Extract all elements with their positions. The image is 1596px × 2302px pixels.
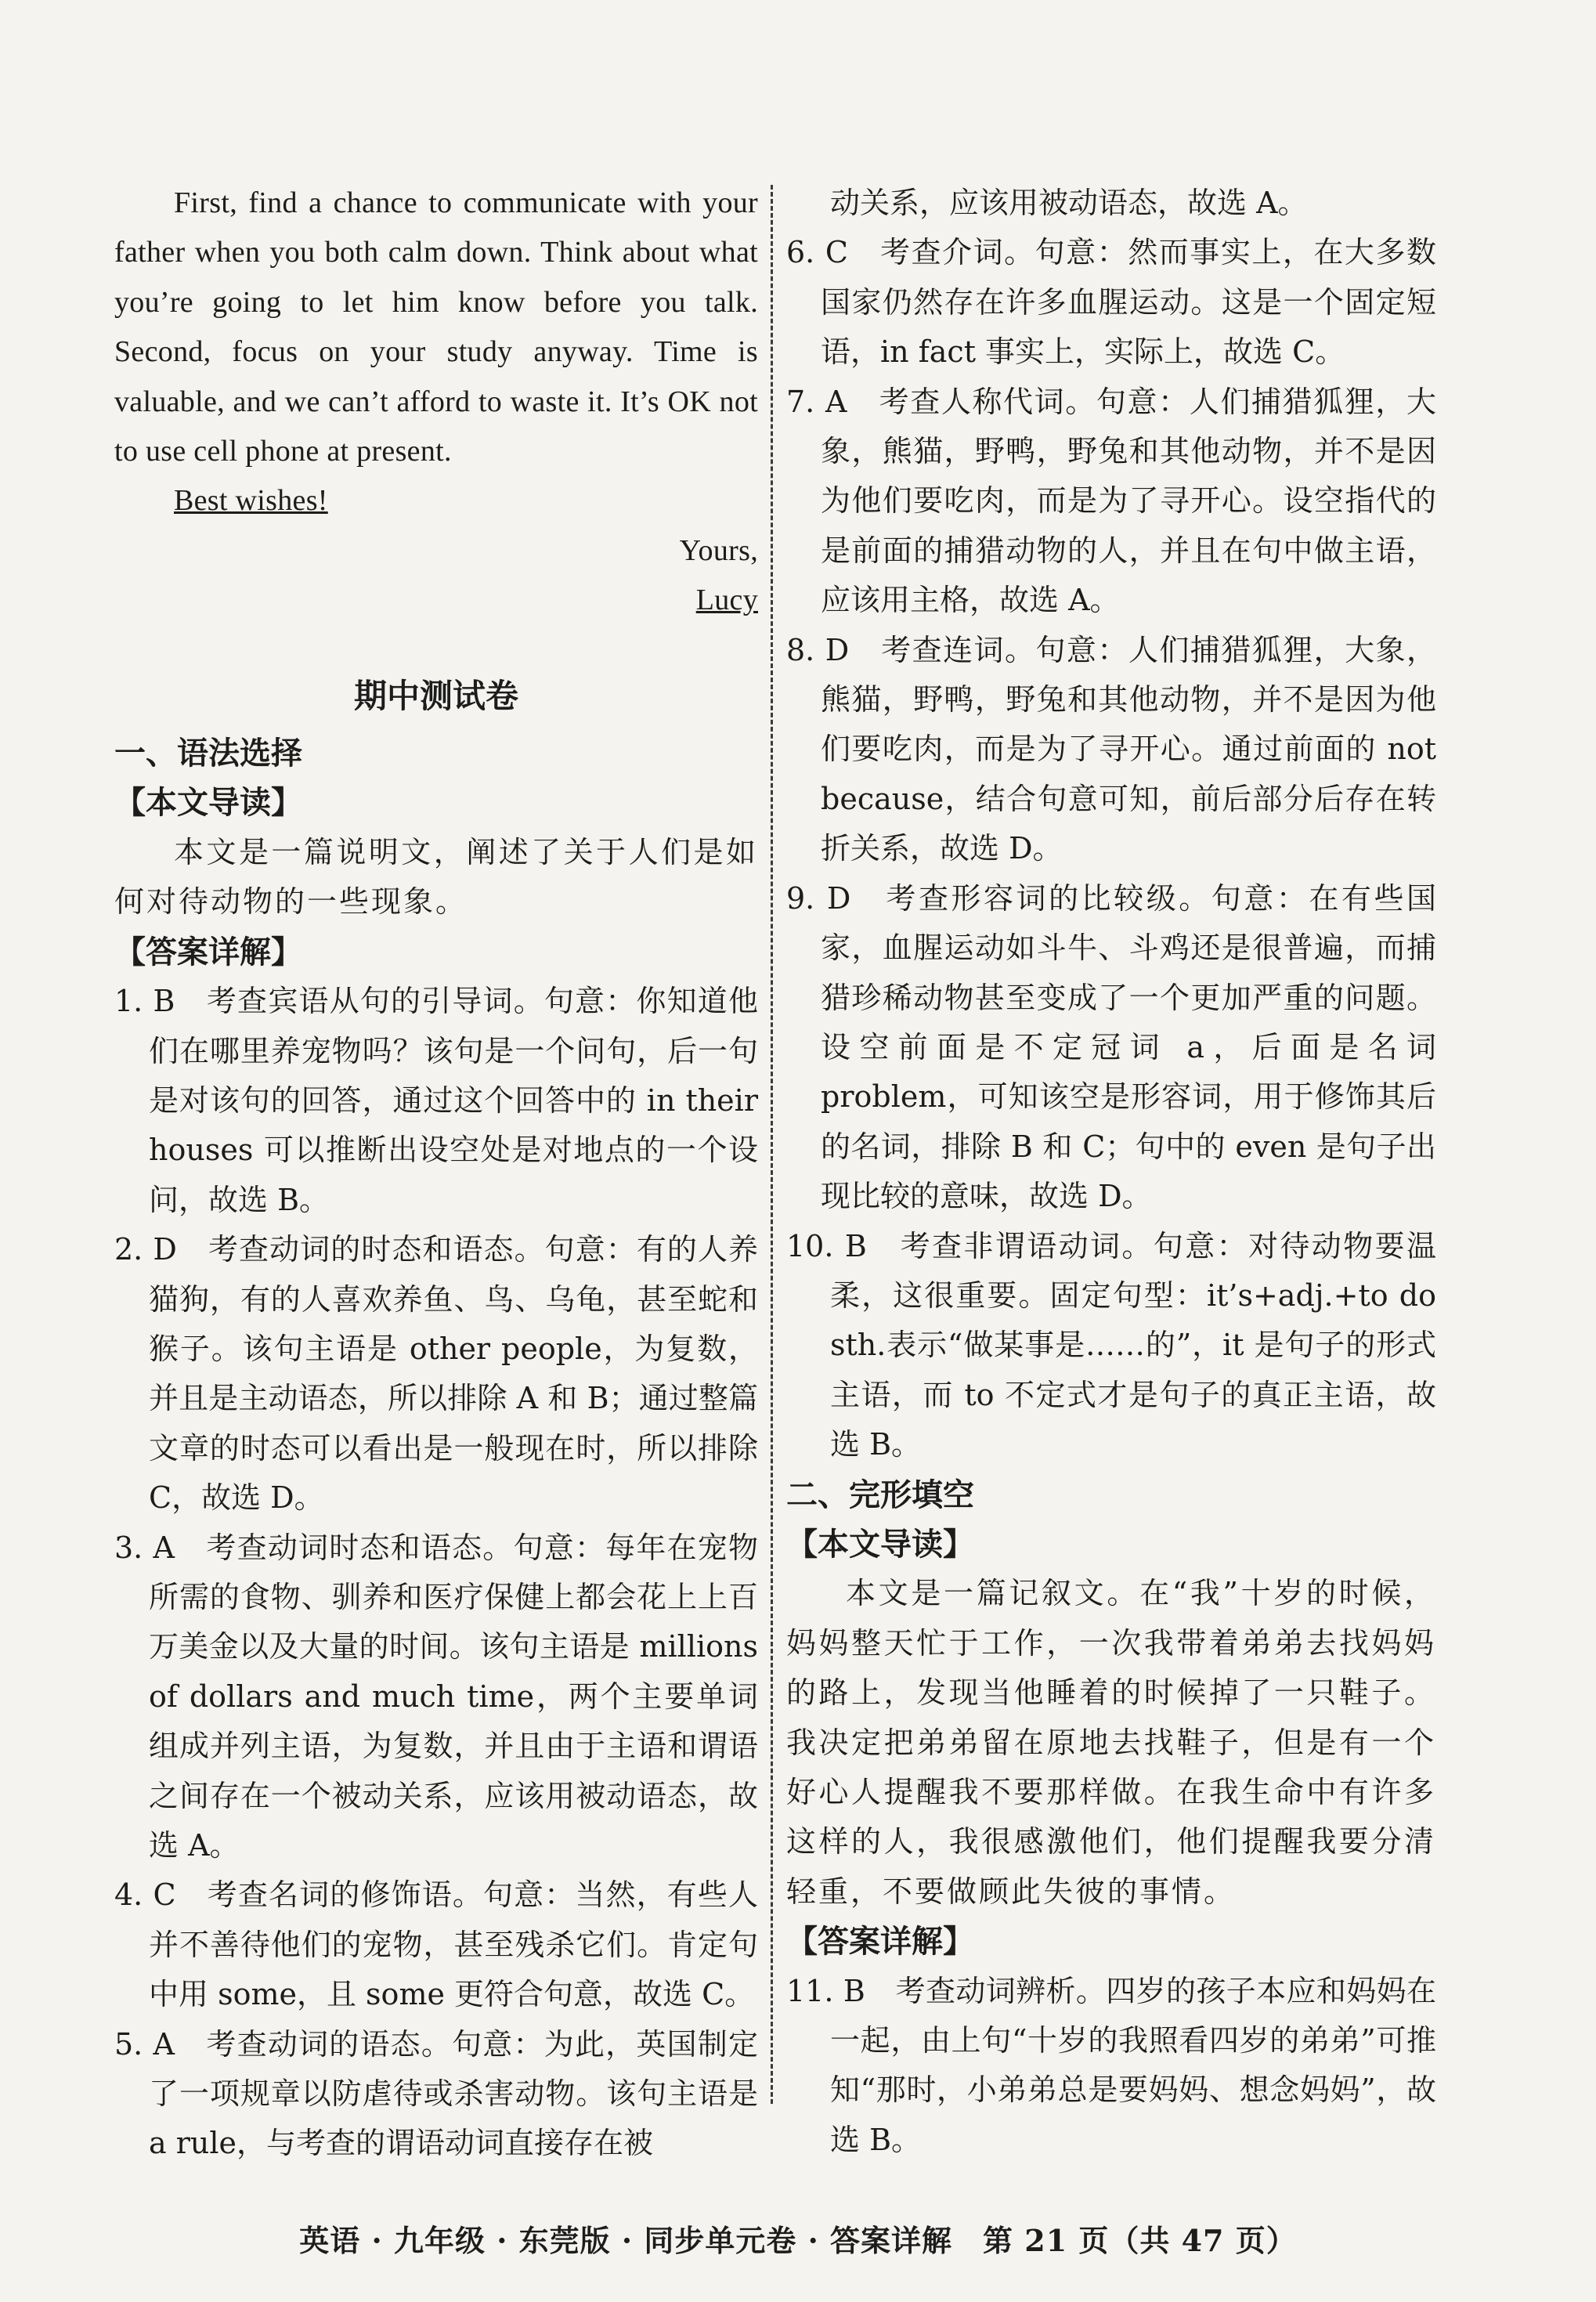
letter-closing-text: Best wishes! [174,484,328,518]
answer-item: 2. D 考查动词的时态和语态。句意：有的人养猫狗，有的人喜欢养鱼、鸟、乌龟，甚至蛇和猴子。该句主语是 other people，为复数，并且是主动语态，所以排除 A 和 B；通过整篇文章的时态可以看出是一般现在时，所以排除 C，故选 D。 [114,1232,758,1516]
letter-name [114,576,758,625]
letter-signoff: Yours, [679,533,758,567]
answer-item: 8. D 考查连词。句意：人们捕猎狐狸，大象，熊猫，野鸭，野兔和其他动物，并不是因为他们要吃肉，而是为了寻开心。通过前面的 not because，结合句意可知，前后部分后存在转折关系，故选 D。 [786,632,1436,866]
section1-guide-label: 【本文导读】 [114,784,302,822]
letter-paragraph: First, find a chance to communicate with your father when you both calm down. Think about what you’re going to let him know before you talk. Second, focus on your study anyway. Time is valuable, and we can’t afford to waste it. It’s OK not to use cell phone at present. [114,186,758,468]
section2-answers-label: 【答案详解】 [786,1923,974,1960]
letter-closing [114,476,758,526]
answer-item: 6. C 考查介词。句意：然而事实上，在大多数国家仍然存在许多血腥运动。这是一个固定短语，in fact 事实上，实际上，故选 C。 [786,235,1436,370]
letter-name-text: Lucy [695,584,758,617]
answer-item: 11. B 考查动词辨析。四岁的孩子本应和妈妈在一起，由上句“十岁的我照看四岁的弟弟”可推知“那时，小弟弟总是要妈妈、想念妈妈”，故选 B。 [786,1973,1436,2157]
answer-item: 1. B 考查宾语从句的引导词。句意：你知道他们在哪里养宠物吗？该句是一个问句，后一句是对该句的回答，通过这个回答中的 in their houses 可以推断出设空处是对地点的一个设问，故选 B。 [114,984,758,1217]
section2-guide-text: 本文是一篇记叙文。在“我”十岁的时候，妈妈整天忙于工作，一次我带着弟弟去找妈妈的路上，发现当他睡着的时候掉了一只鞋子。我决定把弟弟留在原地去找鞋子，但是有一个好心人提醒我不要那样做。在我生命中有许多这样的人，我很感激他们，他们提醒我要分清轻重，不要做顾此失彼的事情。 [786,1576,1436,1909]
section1-heading: 一、语法选择 [114,735,302,772]
right-column [786,179,1436,2165]
answer-item: 9. D 考查形容词的比较级。句意：在有些国家，血腥运动如斗牛、斗鸡还是很普遍，而捕猎珍稀动物甚至变成了一个更加严重的问题。设空前面是不定冠词 a，后面是名词 problem，可知该空是形容词，用于修饰其后的名词，排除 B 和 C；句中的 even 是句子出现比较的意味，故选 D。 [786,880,1436,1214]
section1-answers-label: 【答案详解】 [114,933,302,970]
section2-heading: 二、完形填空 [786,1476,974,1513]
answer-item: 10. B 考查非谓语动词。句意：对待动物要温柔，这很重要。固定句型：it’s+adj.+to do sth.表示“做某事是……的”，it 是句子的形式主语，而 to 不定式才是句子的真正主语，故选 B。 [786,1228,1436,1462]
answer-item: 4. C 考查名词的修饰语。句意：当然，有些人并不善待他们的宠物，甚至残杀它们。肯定句中用 some，且 some 更符合句意，故选 C。 [114,1877,758,2012]
answer-item: 7. A 考查人称代词。句意：人们捕猎狐狸，大象，熊猫，野鸭，野兔和其他动物，并不是因为他们要吃肉，而是为了寻开心。设空指代的是前面的捕猎动物的人，并且在句中做主语，应该用主格，故选 A。 [786,384,1436,618]
answer-item: 3. A 考查动词时态和语态。句意：每年在宠物所需的食物、驯养和医疗保健上都会花上上百万美金以及大量的时间。该句主语是 millions of dollars and much time，两个主要单词组成并列主语，为复数，并且由于主语和谓语之间存在一个被动关系，应该用被动语态，故选 A。 [114,1530,758,1863]
section2-guide-label: 【本文导读】 [786,1525,974,1563]
answer-item: 5. A 考查动词的语态。句意：为此，英国制定了一项规章以防虐待或杀害动物。该句主语是 a rule，与考查的谓语动词直接存在被 [114,2026,758,2161]
column-divider [771,185,775,2104]
page-footer: 英语 · 九年级 · 东莞版 · 同步单元卷 · 答案详解 第 21 页（共 47 页） [299,2223,1297,2258]
answer-item-continued: 动关系，应该用被动语态，故选 A。 [830,186,1308,220]
exam-title: 期中测试卷 [353,676,518,715]
left-column [114,179,758,2169]
section1-guide-text: 本文是一篇说明文，阐述了关于人们是如何对待动物的一些现象。 [114,834,758,920]
